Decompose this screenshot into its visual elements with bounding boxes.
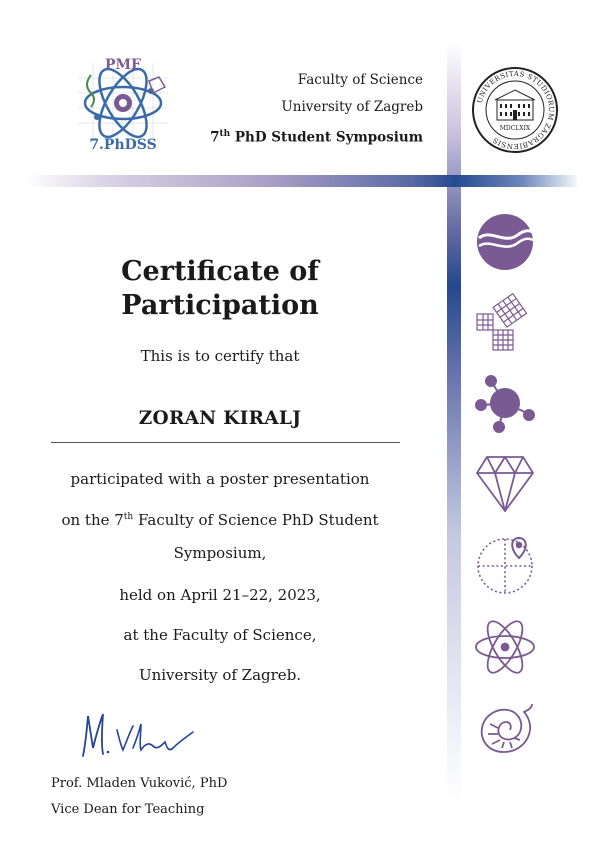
geology-crystal-icon <box>475 453 535 515</box>
logo-bottom-text: 7.PhDSS <box>89 137 157 153</box>
symposium-line <box>40 511 400 529</box>
signatory-role: Vice Dean for Teaching <box>51 802 205 817</box>
faculty-name: Faculty of Science <box>297 72 423 88</box>
physics-atom-icon <box>473 615 537 679</box>
vertical-accent-bar <box>447 42 461 802</box>
university-seal-icon <box>471 66 559 154</box>
participation-line: participated with a poster presentation <box>70 470 370 488</box>
svg-text:UNIVERSITAS STUDIORUM ZAGRABIE <box>476 70 555 150</box>
date-line: held on April 21–22, 2023, <box>119 586 321 604</box>
logo-top-text: PMF <box>105 57 141 73</box>
symposium-ordinal: 7 <box>210 129 220 146</box>
biology-shell-icon <box>476 700 534 758</box>
geography-globe-icon <box>475 534 537 596</box>
horizontal-accent-bar <box>25 175 577 187</box>
university-line: University of Zagreb. <box>138 666 302 684</box>
symposium-line-pre: on the 7 <box>61 511 124 529</box>
certify-text: This is to certify that <box>140 347 300 365</box>
signatory-name: Prof. Mladen Vuković, PhD <box>51 776 228 791</box>
university-name: University of Zagreb <box>281 99 423 115</box>
title-line-2: Participation <box>121 290 319 321</box>
venue-line: at the Faculty of Science, <box>123 626 317 644</box>
symposium-title-rest: PhD Student Symposium <box>234 129 423 146</box>
title-line-1: Certificate of <box>121 256 319 287</box>
symposium-line-sup: th <box>123 512 134 522</box>
seal-year: MDCLXIX <box>499 125 531 132</box>
symposium-line-post: Faculty of Science PhD Student <box>133 511 379 529</box>
symposium-ordinal-suffix: th <box>219 129 231 139</box>
geophysics-wave-icon <box>475 212 535 272</box>
signature <box>75 708 200 763</box>
symposium-name <box>210 121 423 151</box>
certificate-title <box>60 255 380 323</box>
symposium-line-cont: Symposium, <box>173 544 267 562</box>
university-seal <box>471 66 559 154</box>
chemistry-molecule-icon <box>475 373 535 433</box>
recipient-name: ZORAN KIRALJ <box>138 408 302 429</box>
name-underline <box>51 442 400 443</box>
mathematics-grid-icon <box>475 292 535 352</box>
phdss-logo-icon <box>73 53 173 153</box>
signature-image <box>75 708 200 763</box>
seal-ring-text: UNIVERSITAS STUDIORUM ZAGRABIENSIS <box>475 69 556 151</box>
phdss-logo <box>73 53 173 153</box>
